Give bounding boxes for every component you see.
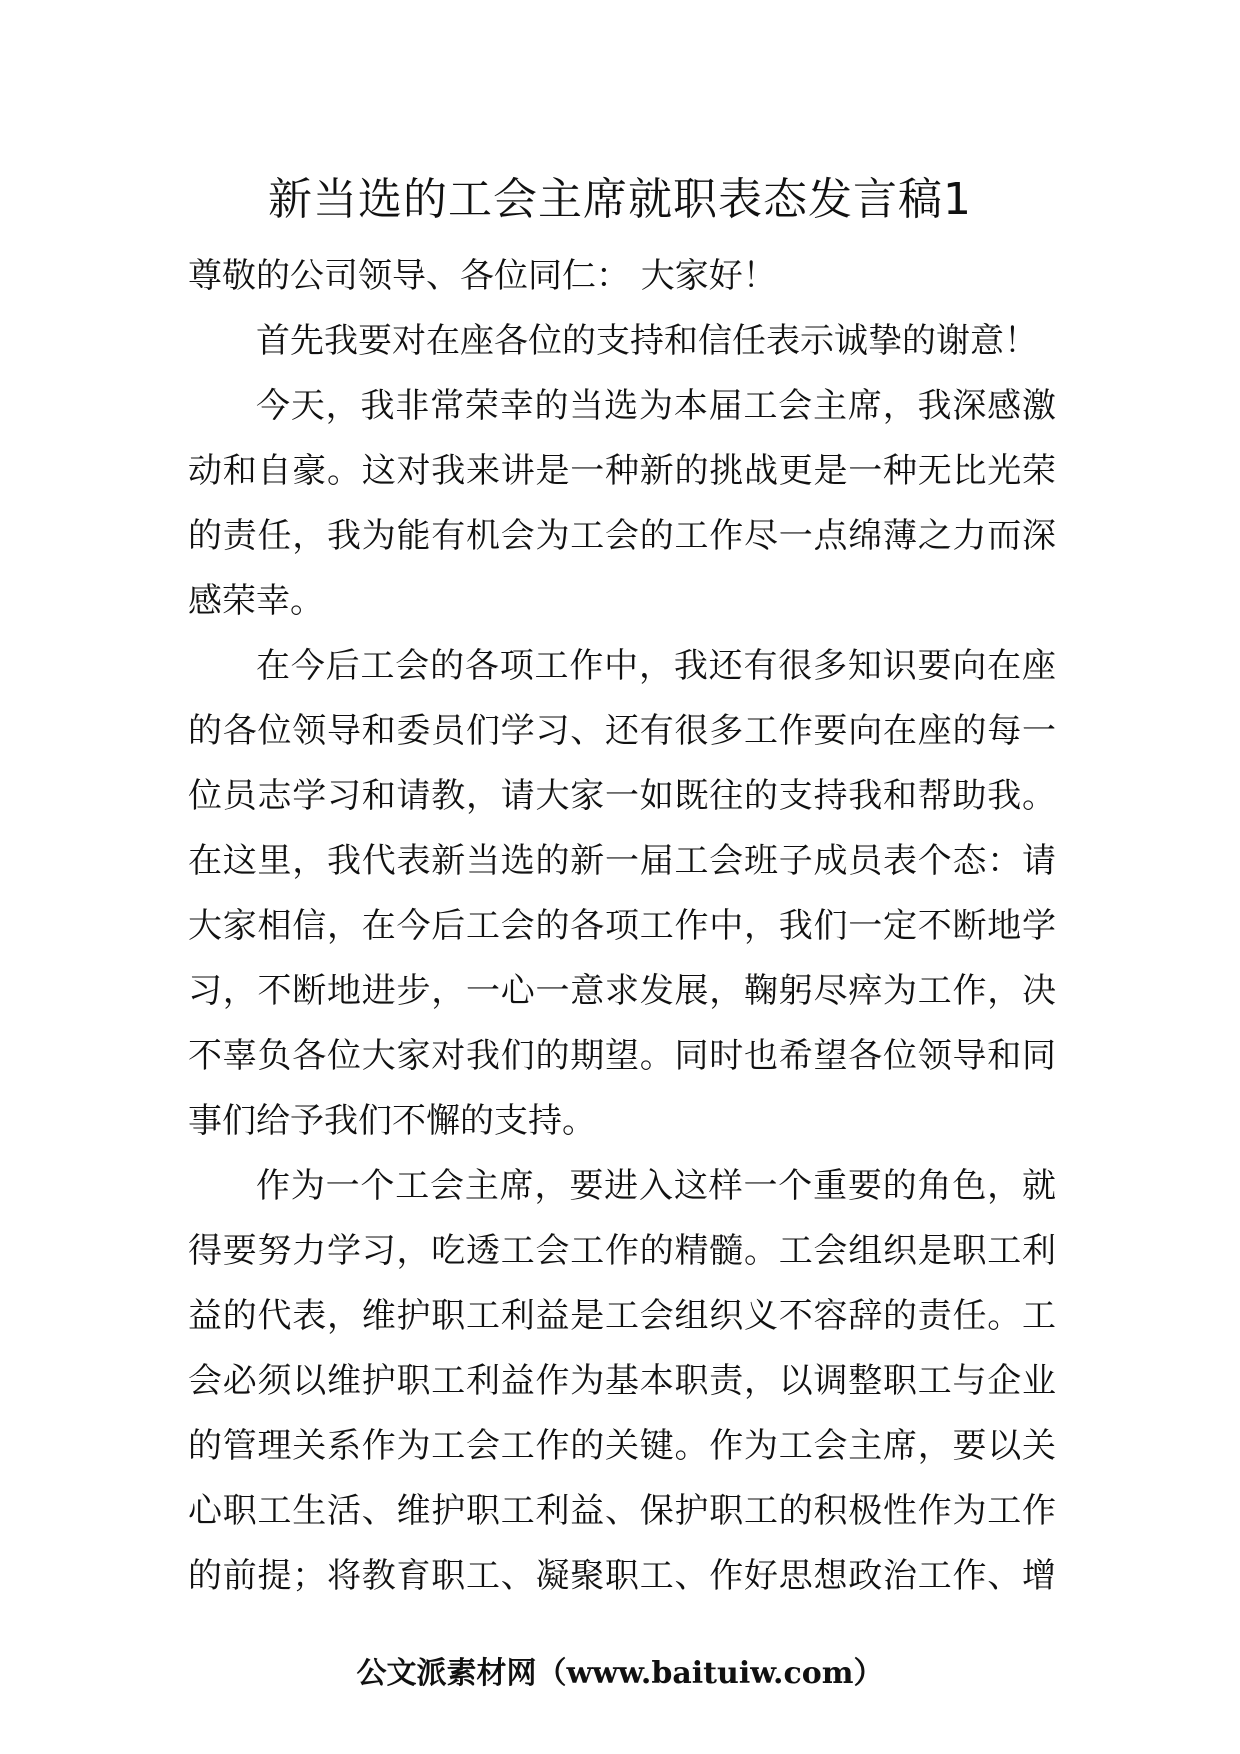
paragraph-line: 大家相信，在今后工会的各项工作中，我们一定不断地学 bbox=[188, 906, 1056, 946]
salutation-line: 尊敬的公司领导、各位同仁： 大家好！ bbox=[188, 256, 777, 296]
document-body bbox=[188, 244, 1056, 1609]
document-title: 新当选的工会主席就职表态发言稿1 bbox=[268, 174, 972, 225]
paragraph-line: 首先我要对在座各位的支持和信任表示诚挚的谢意！ bbox=[256, 321, 1038, 361]
paragraph-line: 不辜负各位大家对我们的期望。同时也希望各位领导和同 bbox=[188, 1036, 1056, 1076]
paragraph-line: 的管理关系作为工会工作的关键。作为工会主席，要以关 bbox=[188, 1426, 1056, 1466]
paragraph-line: 今天，我非常荣幸的当选为本届工会主席，我深感激 bbox=[256, 386, 1056, 426]
paragraph-line: 事们给予我们不懈的支持。 bbox=[188, 1101, 596, 1141]
paragraph-line: 心职工生活、维护职工利益、保护职工的积极性作为工作 bbox=[188, 1491, 1056, 1531]
paragraph-line: 习，不断地进步，一心一意求发展，鞠躬尽瘁为工作，决 bbox=[188, 971, 1056, 1011]
paragraph-line: 的各位领导和委员们学习、还有很多工作要向在座的每一 bbox=[188, 711, 1056, 751]
paragraph-line: 感荣幸。 bbox=[188, 581, 324, 621]
paragraph-line: 作为一个工会主席，要进入这样一个重要的角色，就 bbox=[256, 1166, 1056, 1206]
paragraph-line: 在这里，我代表新当选的新一届工会班子成员表个态：请 bbox=[188, 841, 1056, 881]
paragraph-line: 的前提；将教育职工、凝聚职工、作好思想政治工作、增 bbox=[188, 1556, 1056, 1596]
paragraph-line: 位员志学习和请教，请大家一如既往的支持我和帮助我。 bbox=[188, 776, 1056, 816]
paragraph-line: 会必须以维护职工利益作为基本职责，以调整职工与企业 bbox=[188, 1361, 1056, 1401]
paragraph-line: 动和自豪。这对我来讲是一种新的挑战更是一种无比光荣 bbox=[188, 451, 1056, 491]
source-footer: 公文派素材网（www.baituiw.com） bbox=[356, 1656, 884, 1691]
paragraph-line: 得要努力学习，吃透工会工作的精髓。工会组织是职工利 bbox=[188, 1231, 1056, 1271]
paragraph-line: 的责任，我为能有机会为工会的工作尽一点绵薄之力而深 bbox=[188, 516, 1056, 556]
paragraph-line: 益的代表，维护职工利益是工会组织义不容辞的责任。工 bbox=[188, 1296, 1056, 1336]
paragraph-line: 在今后工会的各项工作中，我还有很多知识要向在座 bbox=[256, 646, 1056, 686]
